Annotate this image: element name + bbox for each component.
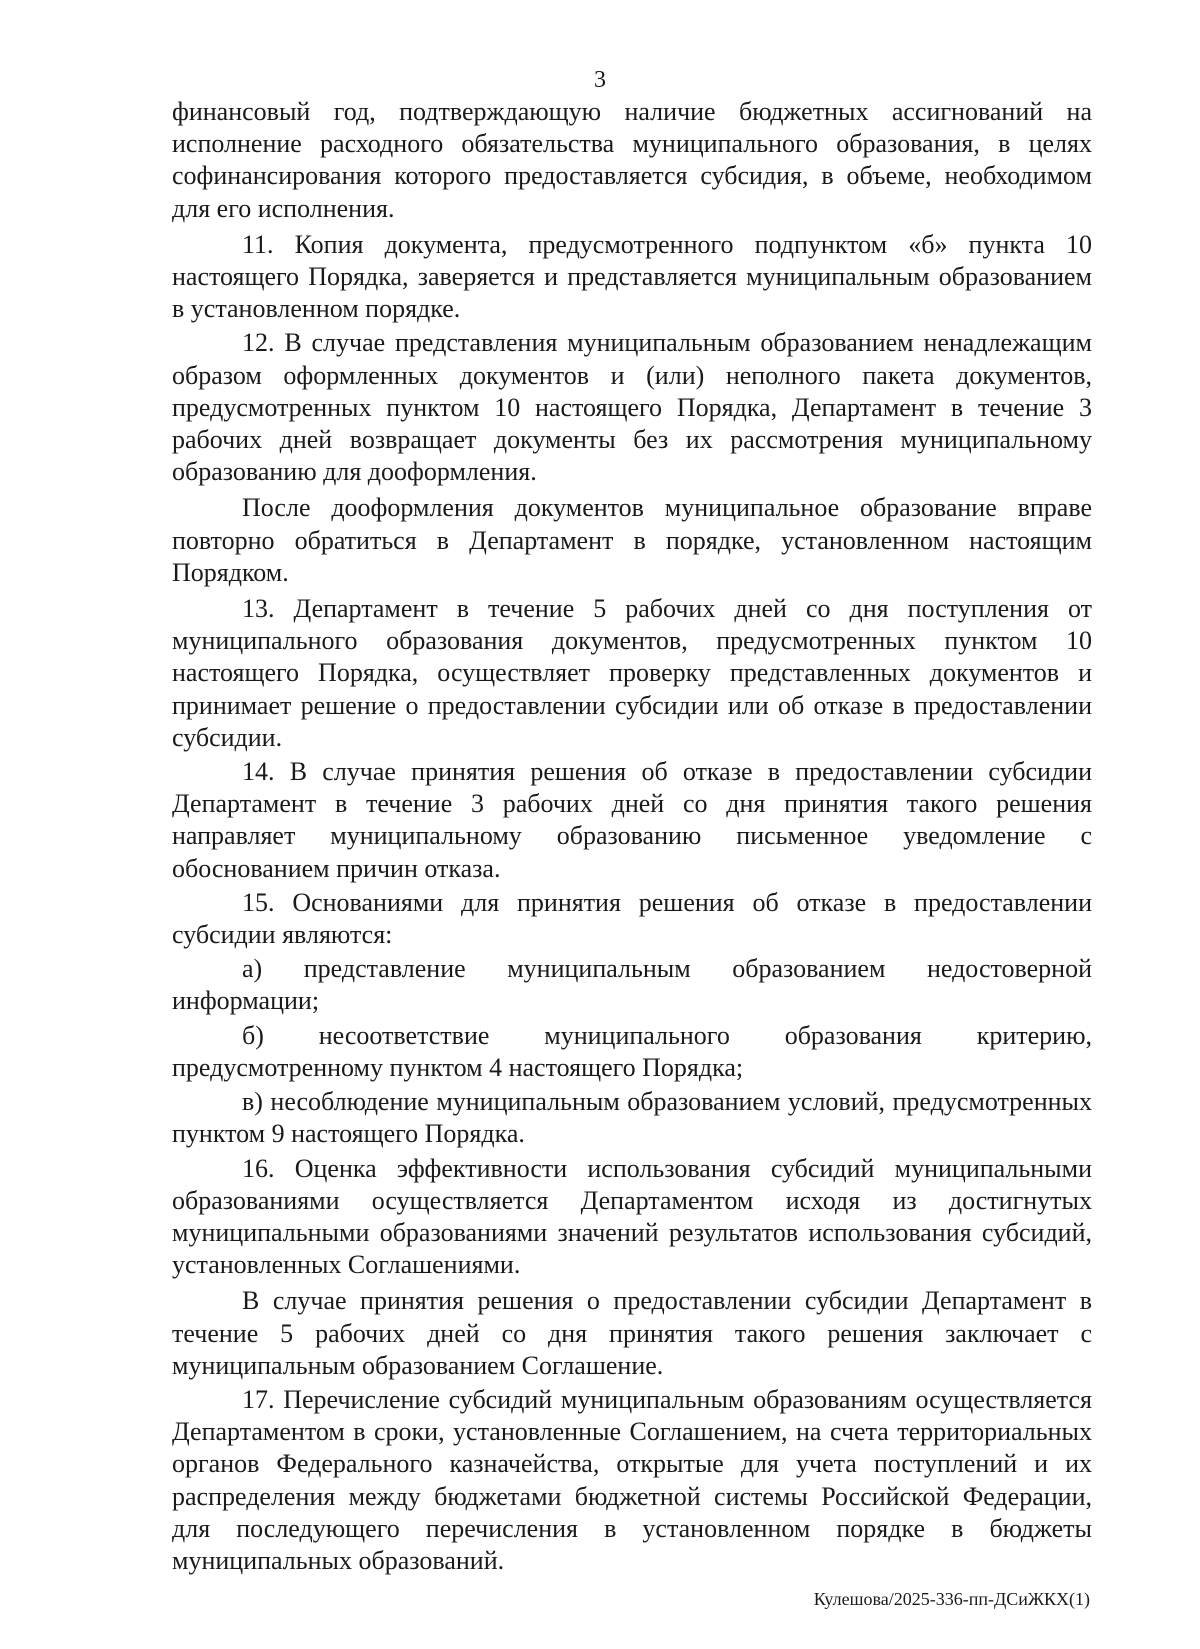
paragraph-continuation: финансовый год, подтверждающую наличие бюджетных ассигнований на исполнение расходного обязательства муниципального образования, в целях софинансирования которого предоставляется субсидия, в объеме, необходимом для его исполнения. — [172, 97, 1092, 223]
paragraph-17: 17. Перечисление субсидий муниципальным образованиям осуществляется Департаментом в сроки, установленные Соглашением, на счета территориальных органов Федерального казначейства, открытые для учета поступлений и их распределения между бюджетами бюджетной системы Российской Федерации, для последующего перечисления в установленном порядке в бюджеты муниципальных образований. — [172, 1384, 1092, 1575]
document-body — [172, 96, 1092, 1579]
paragraph-16: 16. Оценка эффективности использования субсидий муниципальными образованиями осуществляется Департаментом исходя из достигнутых муниципальными образованиями значений результатов использования субсидий, установленных Соглашениями. — [172, 1153, 1092, 1280]
document-footer-reference: Кулешова/2025-336-пп-ДСиЖКХ(1) — [813, 1589, 1090, 1609]
paragraph-11: 11. Копия документа, предусмотренного подпунктом «б» пункта 10 настоящего Порядка, заверяется и представляется муниципальным образованием в установленном порядке. — [172, 229, 1092, 324]
paragraph-12: 12. В случае представления муниципальным образованием ненадлежащим образом оформленных документов и (или) неполного пакета документов, предусмотренных пунктом 10 настоящего Порядка, Департамент в течение 3 рабочих дней возвращает документы без их рассмотрения муниципальному образованию для дооформления. — [172, 328, 1092, 487]
paragraph-12-followup: После дооформления документов муниципальное образование вправе повторно обратиться в Департамент в порядке, установленном настоящим Порядком. — [172, 493, 1092, 587]
paragraph-14: 14. В случае принятия решения об отказе в предоставлении субсидии Департамент в течение 3 рабочих дней со дня принятия такого решения направляет муниципальному образованию письменное уведомление с обоснованием причин отказа. — [172, 757, 1092, 883]
paragraph-15-c: в) несоблюдение муниципальным образованием условий, предусмотренных пунктом 9 настоящего Порядка. — [172, 1087, 1092, 1149]
paragraph-15: 15. Основаниями для принятия решения об отказе в предоставлении субсидии являются: — [172, 887, 1092, 950]
paragraph-13: 13. Департамент в течение 5 рабочих дней со дня поступления от муниципального образования документов, предусмотренных пунктом 10 настоящего Порядка, осуществляет проверку представленных документов и принимает решение о предоставлении субсидии или об отказе в предоставлении субсидии. — [172, 594, 1092, 752]
page-number: 3 — [594, 67, 606, 93]
paragraph-16-followup: В случае принятия решения о предоставлении субсидии Департамент в течение 5 рабочих дней со дня принятия такого решения заключает с муниципальным образованием Соглашение. — [172, 1286, 1092, 1380]
paragraph-15-a: а) представление муниципальным образованием недостоверной информации; — [172, 954, 1092, 1016]
paragraph-15-b: б) несоответствие муниципального образования критерию, предусмотренному пунктом 4 настоящего Порядка; — [172, 1020, 1092, 1082]
